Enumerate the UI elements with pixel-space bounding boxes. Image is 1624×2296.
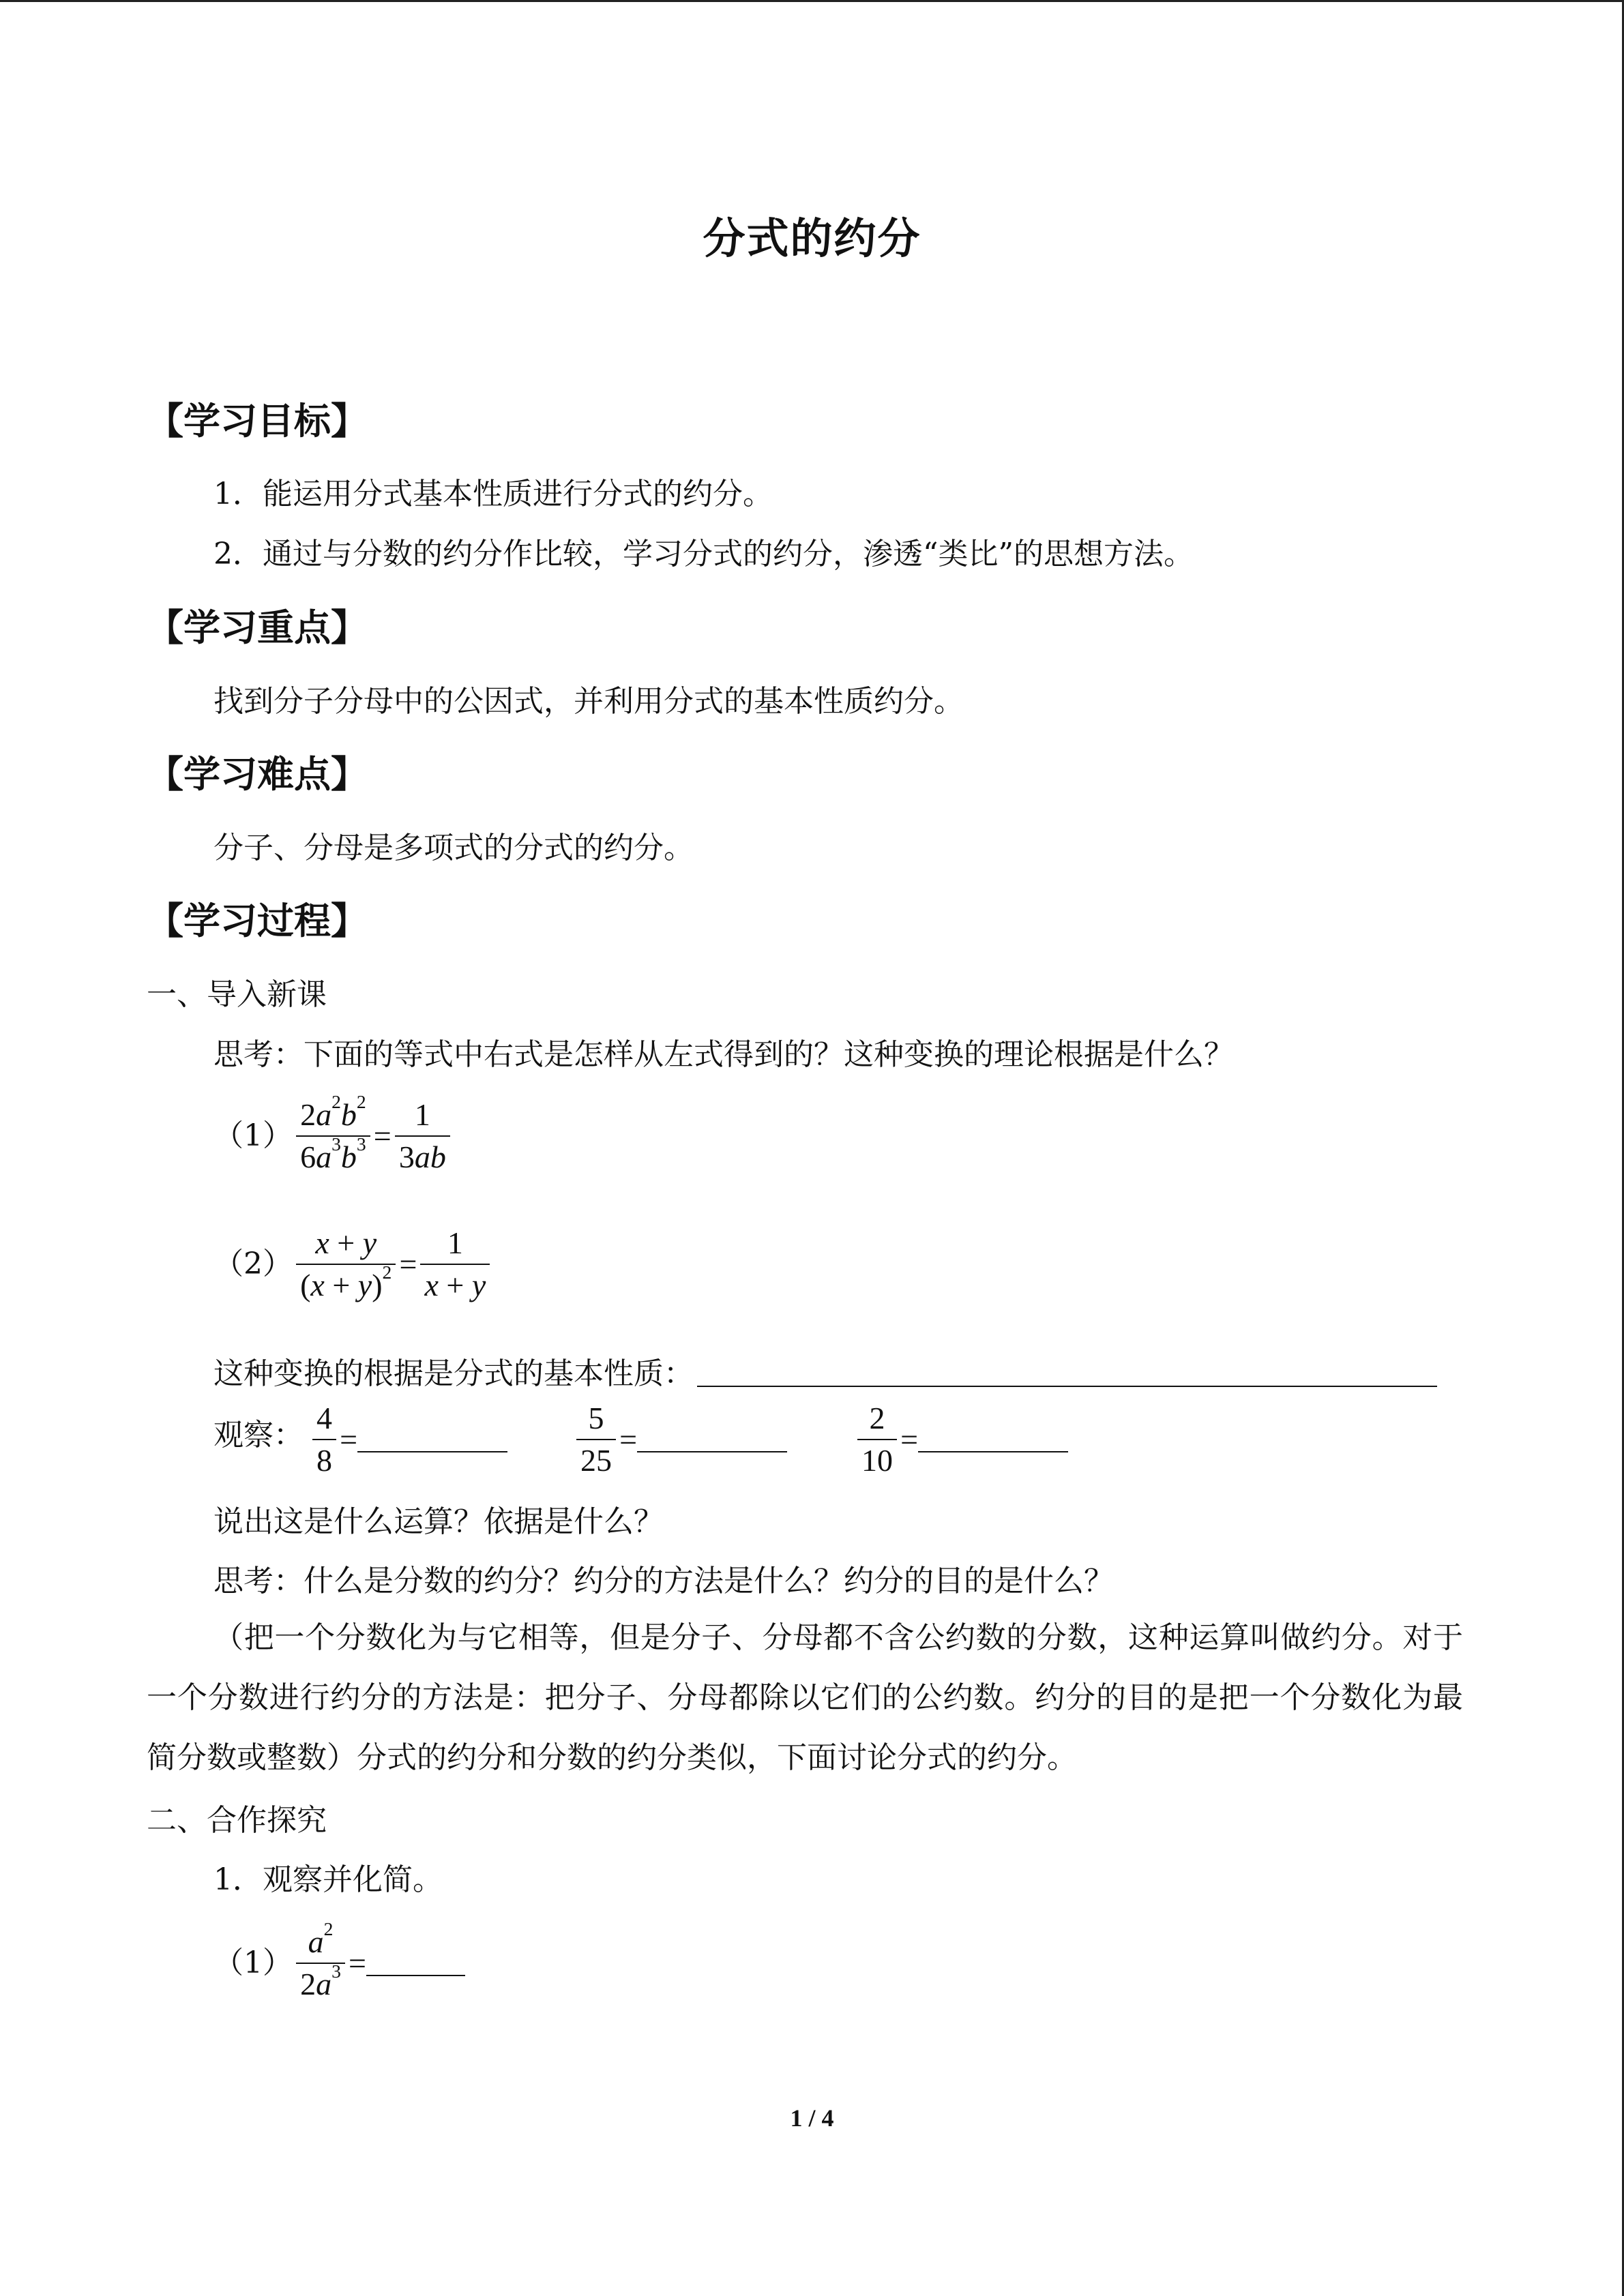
goal-item-1: 1．能运用分式基本性质进行分式的约分。: [213, 477, 773, 511]
exercise-1: （1） $\frac{a^2}{2a^3}$ =: [213, 1922, 465, 2005]
exercise-1-blank: [366, 1950, 465, 1976]
section-focus-heading: 【学习重点】: [147, 606, 368, 649]
section-goals-heading: 【学习目标】: [147, 400, 368, 443]
difficulty-text: 分子、分母是多项式的分式的约分。: [213, 831, 694, 865]
observe-fraction-3: $\frac{2}{10}$ =: [857, 1398, 1068, 1481]
observe-blank-3: [918, 1427, 1068, 1452]
observe-fraction-3-numerator: 2: [869, 1401, 885, 1435]
observe-fraction-1-numerator: 4: [316, 1401, 332, 1435]
think2-text: 思考：什么是分数的约分？约分的方法是什么？约分的目的是什么？: [213, 1564, 1114, 1598]
equation-1-left-fraction: $\frac{2a^2b^2}{6a^3b^3}$: [296, 1094, 370, 1178]
equation-2-left-fraction: $\frac{x + y}{(x + y)^2}$: [296, 1223, 396, 1306]
exercise-1-label: （1）: [213, 1945, 293, 1980]
observe-fraction-1: $\frac{4}{8}$ =: [312, 1398, 507, 1481]
basis-blank-line: [697, 1361, 1437, 1387]
observe-fraction-2: $\frac{5}{25}$ =: [576, 1398, 787, 1481]
goal-item-2: 2．通过与分数的约分作比较，学习分式的约分，渗透“类比”的思想方法。: [213, 537, 1194, 571]
observe-blank-1: [357, 1427, 507, 1452]
page-number: 1 / 4: [790, 2104, 834, 2132]
observe-fraction-2-denominator: 25: [580, 1443, 612, 1478]
section-difficulty-heading: 【学习难点】: [147, 753, 368, 796]
basis-row: [213, 1356, 1437, 1391]
page-border-top: [0, 0, 1624, 2]
observe-blank-2: [637, 1427, 787, 1452]
page-title: 分式的约分: [703, 213, 921, 263]
part2-item-1: 1．观察并化简。: [213, 1862, 443, 1897]
section-process-heading: 【学习过程】: [147, 899, 368, 942]
explanation-paragraph: （把一个分数化为与它相等，但是分子、分母都不含公约数的分数，这种运算叫做约分。对于一个分数进行约分的方法是：把分子、分母都除以它们的公约数。约分的目的是把一个分数化为最简分数或整数）分式的约分和分数的约分类似，下面讨论分式的约分。: [147, 1620, 1463, 1775]
observe-fraction-3-denominator: 10: [861, 1443, 893, 1478]
equation-2: （2） $\frac{x + y}{(x + y)^2}$ = $\frac{1}{x + y}$: [213, 1223, 490, 1306]
observe-fraction-2-numerator: 5: [588, 1401, 604, 1435]
part2-heading: 二、合作探究: [147, 1803, 327, 1838]
ask-text: 说出这是什么运算？依据是什么？: [213, 1504, 664, 1539]
part1-think: 思考：下面的等式中右式是怎样从左式得到的？这种变换的理论根据是什么？: [213, 1037, 1234, 1072]
exercise-1-fraction: $\frac{a^2}{2a^3}$: [296, 1922, 345, 2005]
equation-2-label: （2）: [213, 1247, 293, 1281]
focus-text: 找到分子分母中的公因式，并利用分式的基本性质约分。: [213, 684, 964, 719]
equation-1-right-fraction: $\frac{1}{3ab}$: [395, 1094, 450, 1178]
equation-1: （1） $\frac{2a^2b^2}{6a^3b^3}$ = $\frac{1}{3ab}$: [213, 1094, 450, 1178]
equation-2-right-fraction: $\frac{1}{x + y}$: [420, 1223, 490, 1306]
basis-label: 这种变换的根据是分式的基本性质：: [213, 1356, 694, 1391]
part1-heading: 一、导入新课: [147, 977, 327, 1012]
observe-fraction-1-denominator: 8: [316, 1443, 332, 1478]
equation-1-label: （1）: [213, 1118, 293, 1153]
observe-label: 观察：: [213, 1418, 304, 1452]
